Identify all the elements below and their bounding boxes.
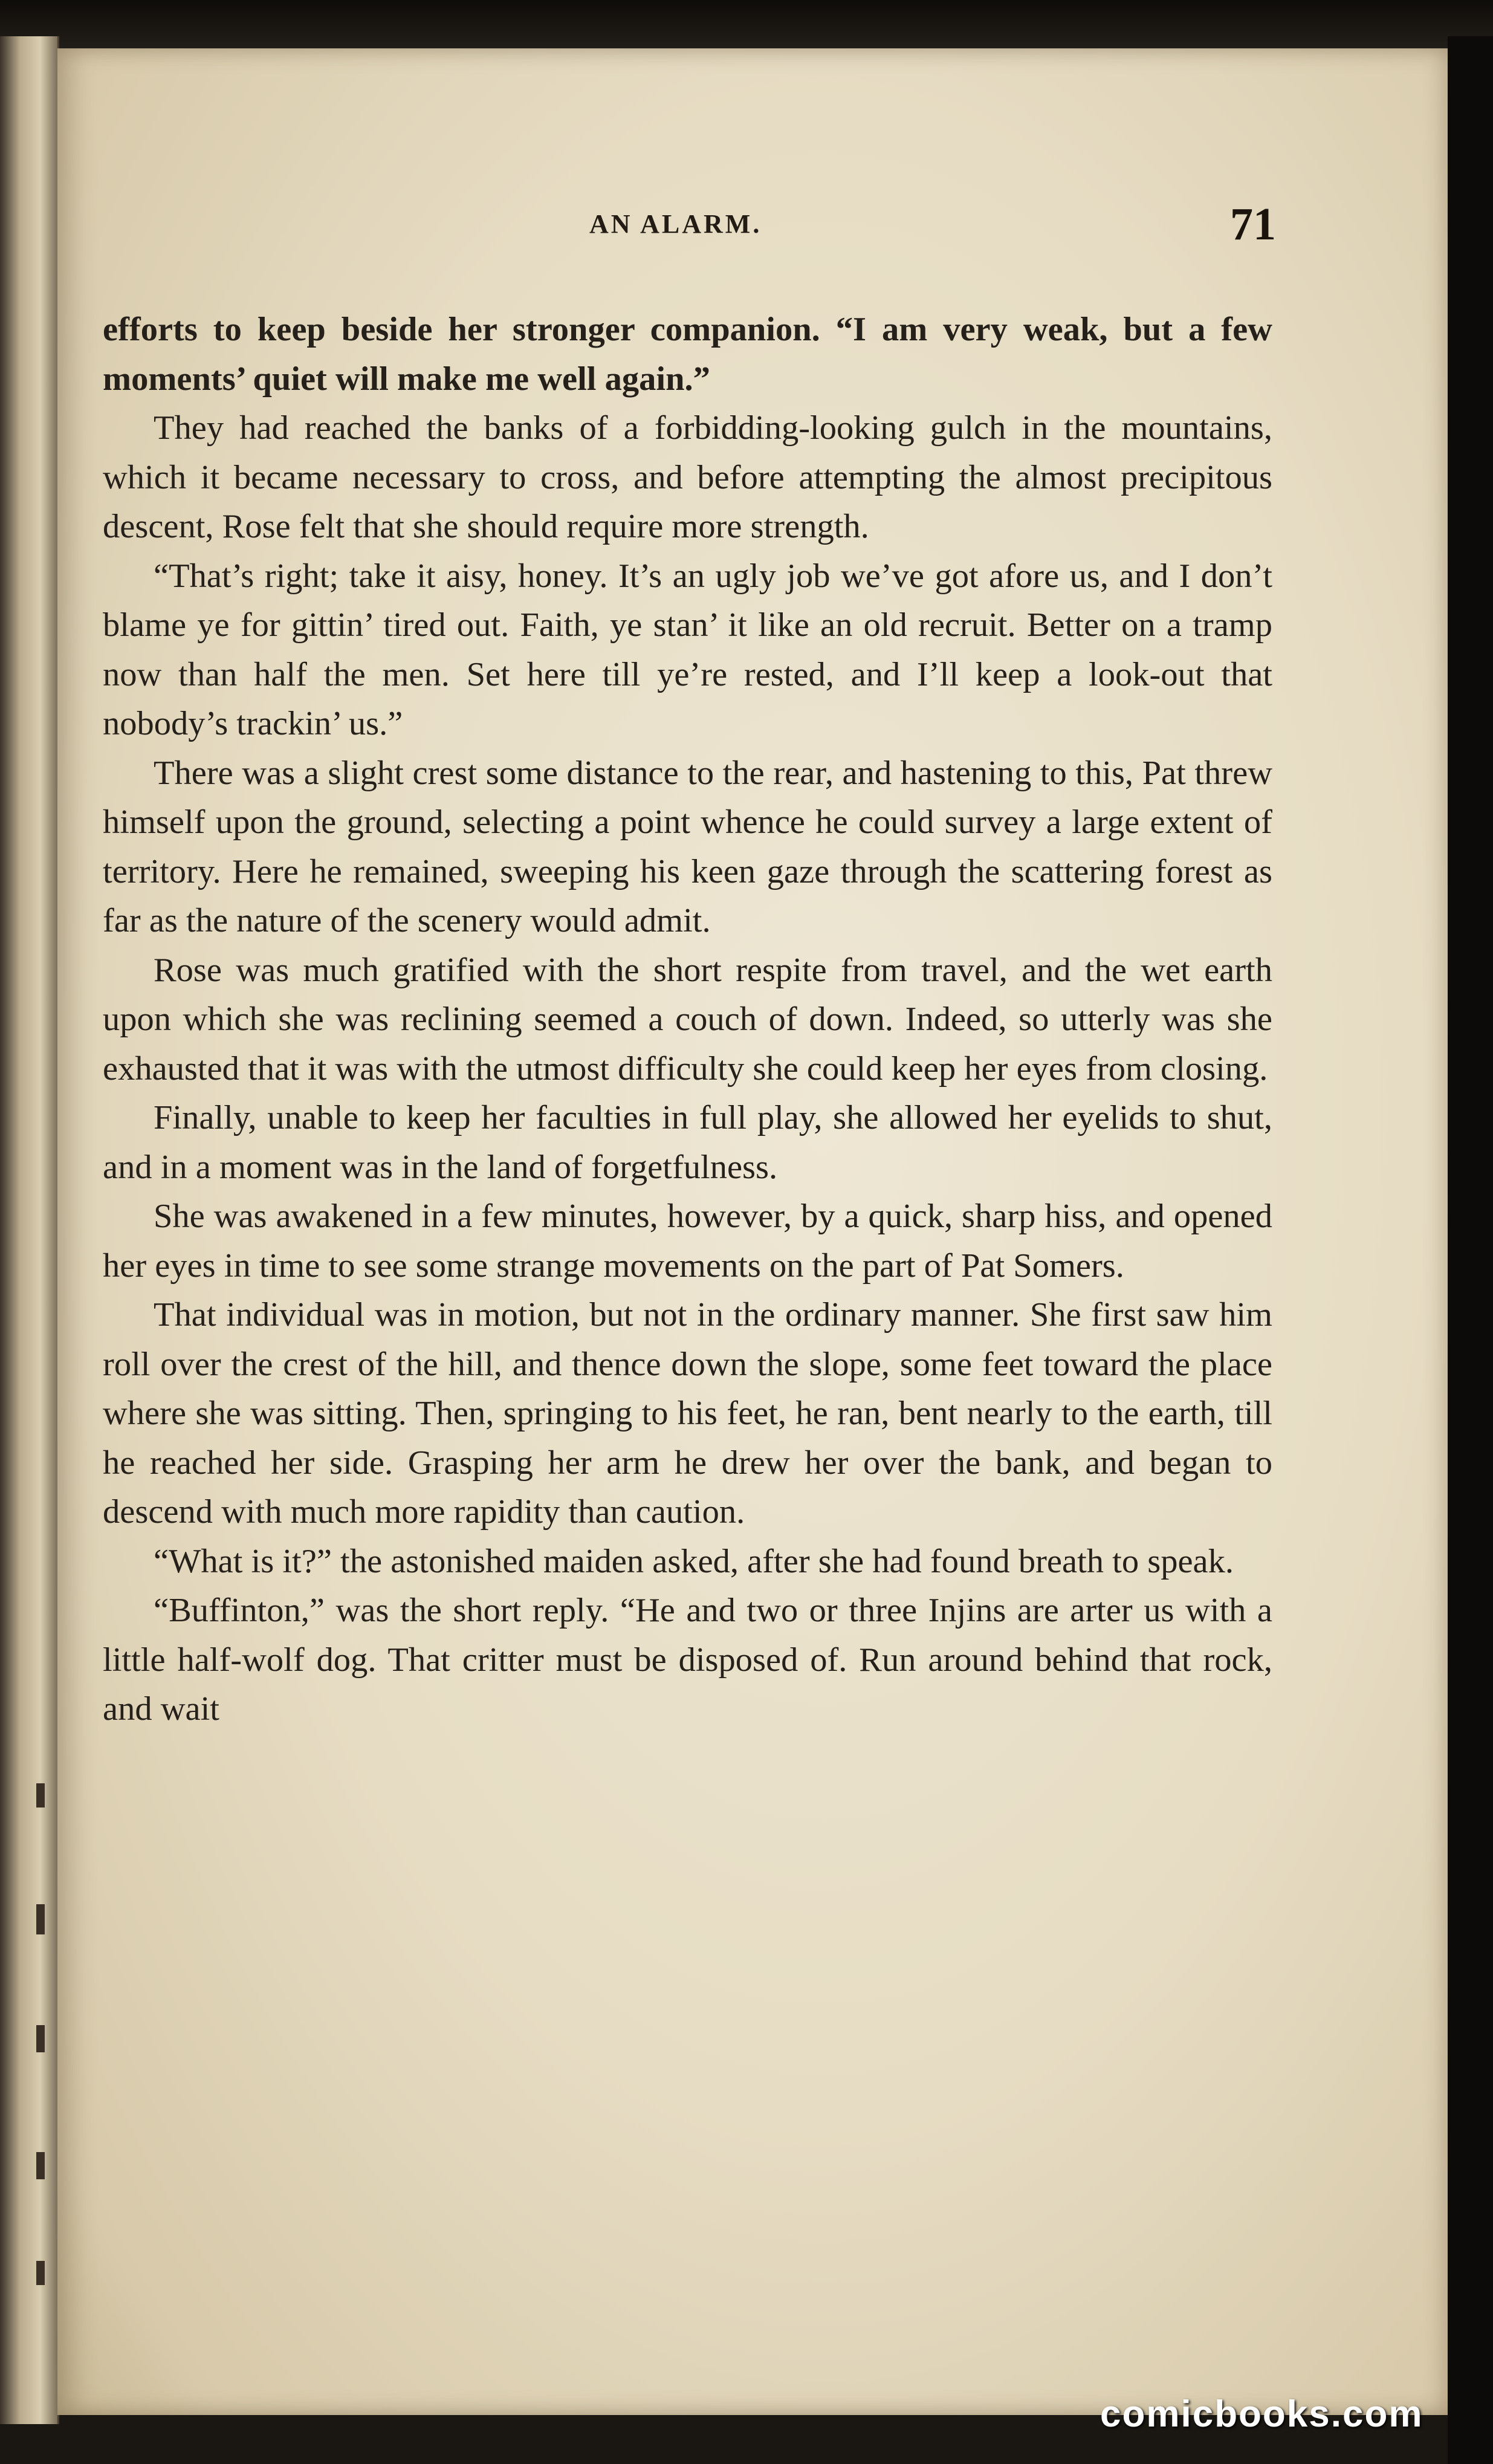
body-text <box>103 305 1272 1734</box>
previous-page-edge <box>0 36 59 2424</box>
binding-mark <box>36 2025 45 2052</box>
binding-mark <box>36 2261 45 2285</box>
binding-mark <box>36 1783 45 1807</box>
scan-background-top <box>0 0 1493 54</box>
paragraph: Finally, unable to keep her faculties in full play, she allowed her eyelids to shut, and in a moment was in the land of forgetfulness. <box>103 1099 1272 1186</box>
scan-background-right <box>1448 36 1493 2464</box>
binding-mark <box>36 2152 45 2179</box>
paragraph: “That’s right; take it aisy, honey. It’s an ugly job we’ve got afore us, and I don’t blame ye for gittin’ tired out. Faith, ye stan’ it like an old recruit. Better on a tramp now than half the men. Set here till ye’re rested, and I’ll keep a look-out that nobody’s trackin’ us.” <box>103 557 1272 742</box>
page-header <box>57 169 1448 250</box>
watermark: comicbooks.com <box>1100 2393 1423 2435</box>
running-head: AN ALARM. <box>589 209 762 239</box>
page-number: 71 <box>1230 199 1276 250</box>
binding-mark <box>36 1904 45 1934</box>
paragraph: “Buffinton,” was the short reply. “He and two or three Injins are arter us with a little half-wolf dog. That critter must be disposed of. Run around behind that rock, and wait <box>103 1592 1272 1728</box>
paragraph: That individual was in motion, but not in the ordinary manner. She first saw him roll over the crest of the hill, and thence down the slope, some feet toward the place where she was sitting. Then, springing to his feet, he ran, bent nearly to the earth, till he reached her side. Grasping her arm he drew her over the bank, and began to descend with much more rapidity than caution. <box>103 1296 1272 1531</box>
paragraph: “What is it?” the astonished maiden asked, after she had found breath to speak. <box>154 1542 1234 1580</box>
paragraph: Rose was much gratified with the short respite from travel, and the wet earth upon which she was reclining seemed a couch of down. Indeed, so utterly was she exhausted that it was with the utmost difficulty she could keep her eyes from closing. <box>103 951 1272 1088</box>
paragraph: They had reached the banks of a forbidding-looking gulch in the mountains, which it became necessary to cross, and before attempting the almost precipitous descent, Rose felt that she should require more strength. <box>103 409 1272 545</box>
paragraph: efforts to keep beside her stronger companion. “I am very weak, but a few moments’ quiet will make me well again.” <box>103 311 1272 398</box>
paragraph: There was a slight crest some distance to the rear, and hastening to this, Pat threw himself upon the ground, selecting a point whence he could survey a large extent of territory. Here he remained, sweeping his keen gaze through the scattering forest as far as the nature of the scenery would admit. <box>103 754 1272 939</box>
book-page <box>57 48 1448 2415</box>
paragraph: She was awakened in a few minutes, however, by a quick, sharp hiss, and opened her eyes in time to see some strange movements on the part of Pat Somers. <box>103 1198 1272 1285</box>
